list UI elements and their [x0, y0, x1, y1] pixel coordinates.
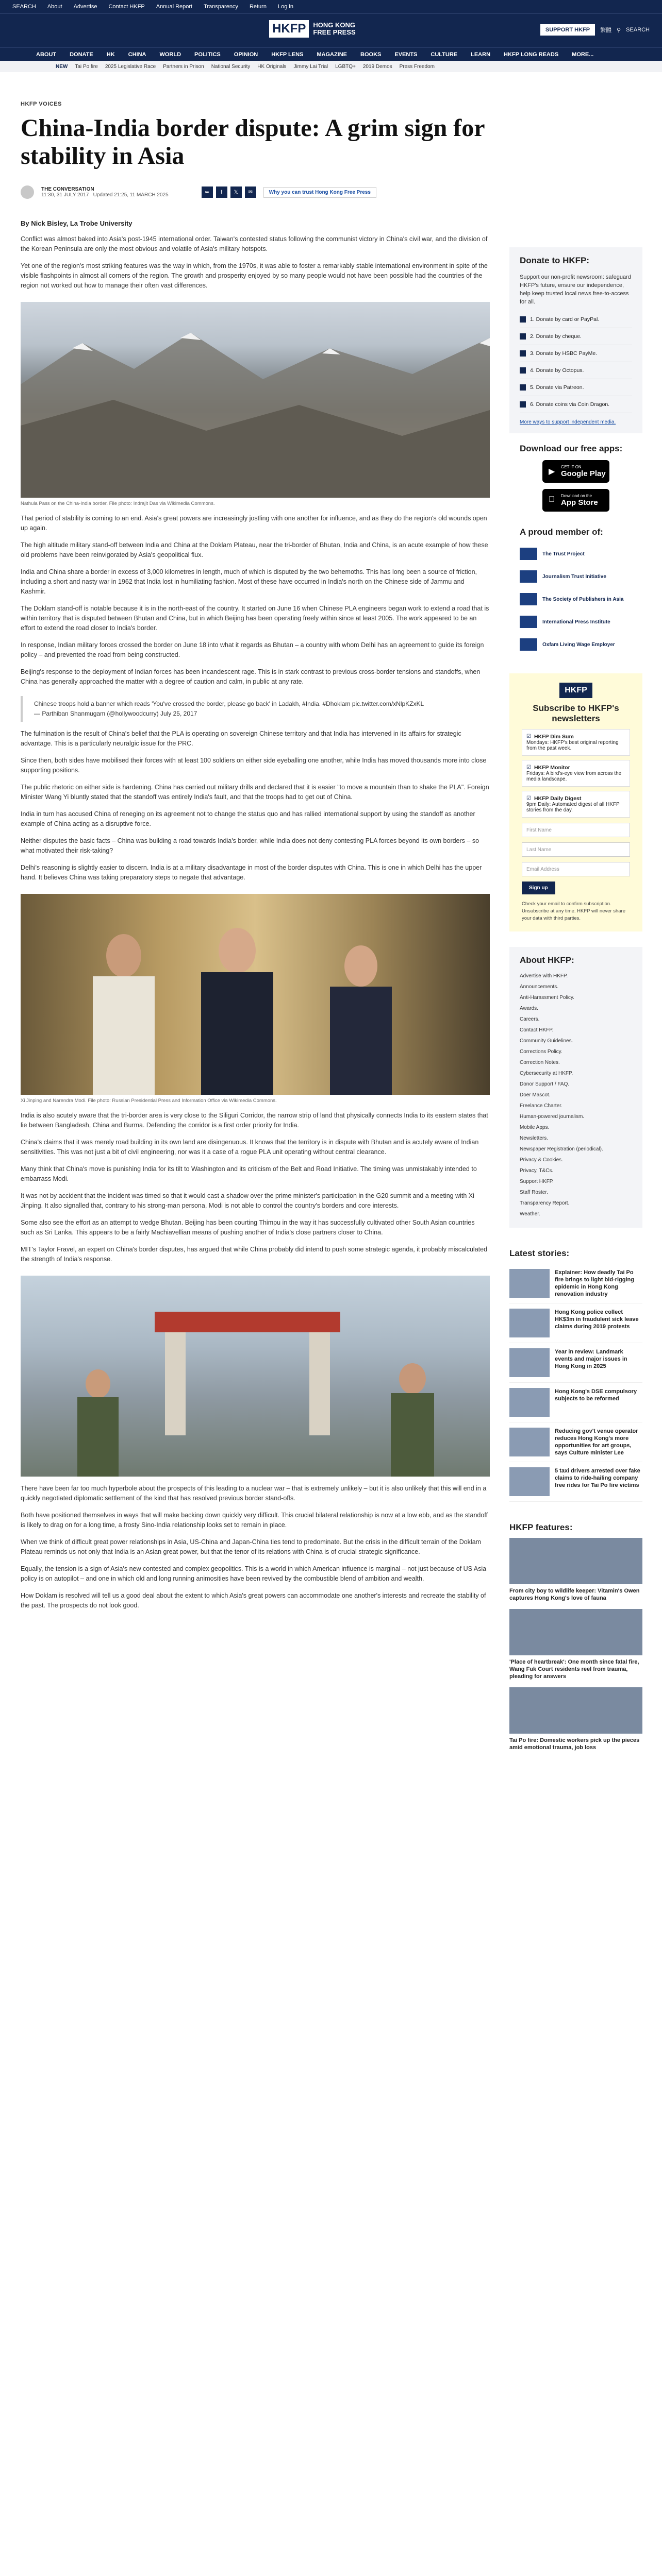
- nav-item[interactable]: EVENTS: [394, 51, 418, 58]
- apple-icon: [549, 495, 555, 504]
- trending-item[interactable]: Partners in Prison: [163, 63, 204, 70]
- trending-item[interactable]: National Security: [211, 63, 251, 70]
- about-link[interactable]: Privacy, T&Cs.: [520, 1168, 554, 1174]
- author-avatar: [21, 185, 34, 199]
- donate-option[interactable]: [520, 362, 632, 379]
- about-link[interactable]: Transparency Report.: [520, 1200, 570, 1206]
- story-thumbnail: [509, 1269, 550, 1298]
- signup-button[interactable]: Sign up: [522, 882, 555, 894]
- paragraph: Equally, the tension is a sign of Asia's new contested and complex geopolitics. This is a world in which American influence is marginal – not just because of US Asia policy is on autopilot – and one in which old and long running animosities have been revived by the combustible blend of ambition and wealth.: [21, 1565, 487, 1582]
- transparency-link[interactable]: Transparency: [204, 4, 238, 10]
- facebook-icon[interactable]: f: [216, 187, 227, 198]
- email-input[interactable]: Email Address: [522, 862, 630, 876]
- about-link[interactable]: Cybersecurity at HKFP.: [520, 1071, 573, 1076]
- donate-method-icon: [520, 333, 526, 340]
- article-title: China-India border dispute: A grim sign for stability in Asia: [21, 114, 485, 170]
- member-logo[interactable]: [509, 565, 642, 588]
- new-label: NEW: [56, 63, 68, 70]
- paragraph: Since then, both sides have mobilised their forces with at least 100 soldiers on either side eyeballing one another, while India has moved thousands more into close supporting positions.: [21, 757, 487, 774]
- about-link[interactable]: Human-powered journalism.: [520, 1114, 585, 1120]
- paragraph: Many think that China's move is punishing India for its tilt to Washington and its criticism of the Belt and Road Initiative. The timing was unmistakably intended to embarrass Modi.: [21, 1165, 477, 1182]
- apps-box: [509, 433, 642, 522]
- paragraph: Conflict was almost baked into Asia's post-1945 international order. Taiwan's contested status following the communist victory in China's civil war, and the division of the Korean Peninsula are only the most obvious and volatile of Asia's military hotspots.: [21, 235, 488, 252]
- donate-option-label: 6. Donate coins via Coin Dragon.: [530, 401, 610, 408]
- search-link[interactable]: SEARCH: [12, 4, 36, 10]
- nav-item[interactable]: LEARN: [471, 51, 491, 58]
- embedded-tweet: [21, 696, 490, 722]
- contact-link[interactable]: Contact HKFP: [108, 4, 145, 10]
- paragraph: The fulmination is the result of China's belief that the PLA is operating on sovereign Chinese territory and that India has intervened in its affairs for strategic advantage. This is a particularly neuralgic issue for the PRC.: [21, 730, 461, 747]
- nav-item[interactable]: ABOUT: [36, 51, 57, 58]
- article-author[interactable]: By Nick Bisley, La Trobe University: [21, 219, 133, 227]
- newsletter-note: Check your email to confirm subscription. Unsubscribe at any time. HKFP will never share your data with third parties.: [522, 901, 625, 921]
- paragraph: The Doklam stand-off is notable because it is in the north-east of the country. It started on June 16 when Chinese PLA engineers began work to extend a road that is within territory that is disputed between Bhutan and China, but in which Beijing has been operating freely within since at least 2005. The work appeared to be an effort to extend the road closer to India's border.: [21, 605, 489, 632]
- newsletter-name: HKFP Daily Digest: [534, 795, 582, 802]
- member-name: International Press Institute: [542, 619, 610, 625]
- member-name: Oxfam Living Wage Employer: [542, 641, 615, 648]
- newsletter-option[interactable]: [522, 791, 630, 818]
- member-name: The Society of Publishers in Asia: [542, 596, 624, 602]
- paragraph: The public rhetoric on either side is hardening. China has carried out military drills and declared that it is easier "to move a mountain than to shake the PLA". Foreign Minister Wang Yi bluntly stated that the standoff was entirely India's fault, and that the troops had to get out of China.: [21, 784, 489, 801]
- email-icon[interactable]: ✉: [245, 187, 256, 198]
- nav-item[interactable]: HKFP LONG READS: [504, 51, 559, 58]
- about-title: About HKFP:: [520, 955, 574, 965]
- member-name: Journalism Trust Initiative: [542, 573, 606, 580]
- brand-header: [0, 13, 662, 47]
- nav-item[interactable]: BOOKS: [360, 51, 382, 58]
- donate-title: Donate to HKFP:: [520, 256, 590, 265]
- paragraph: How Doklam is resolved will tell us a good deal about the extent to which Asia's great powers can accommodate one another's interests and recreate the stability of the past. The prospects do not look good.: [21, 1592, 486, 1609]
- feature-story[interactable]: [509, 1687, 642, 1751]
- top-utility-bar: [0, 0, 662, 13]
- paragraph: There have been far too much hyperbole about the prospects of this leading to a nuclear war – that is extremely unlikely – but it is also unlikely that this will end in a quickly negotiated diplomatic settlement of the kind that has resolved previous border stand-offs.: [21, 1485, 487, 1502]
- trending-item[interactable]: HK Originals: [257, 63, 287, 70]
- member-logo-mark-icon: [520, 570, 537, 583]
- advertise-link[interactable]: Advertise: [73, 4, 97, 10]
- latest-story[interactable]: [509, 1343, 642, 1383]
- play-icon: ▶: [549, 467, 555, 476]
- about-link[interactable]: Anti-Harassment Policy.: [520, 995, 574, 1001]
- nav-item[interactable]: MORE...: [572, 51, 594, 58]
- story-thumbnail: [509, 1467, 550, 1496]
- about-link[interactable]: Advertise with HKFP.: [520, 973, 568, 979]
- feature-title: From city boy to wildlife keeper: Vitamin's Owen captures Hong Kong's love of fauna: [509, 1588, 640, 1601]
- trending-item[interactable]: 2019 Demos: [362, 63, 392, 70]
- feature-thumbnail: [509, 1538, 642, 1584]
- paragraph: When we think of difficult great power relationships in Asia, US-China and Japan-China ties tend to predominate. But the crisis in the difficult terrain of the Doklam Plateau reminds us not only that India is an Asian great power, but that the tenor of its relations with China is of crucial strategic significance.: [21, 1538, 482, 1555]
- donate-method-icon: [520, 316, 526, 323]
- nav-item[interactable]: CULTURE: [431, 51, 458, 58]
- feature-title: 'Place of heartbreak': One month since fatal fire, Wang Fuk Court residents reel from trauma, pleading for answers: [509, 1659, 639, 1680]
- latest-story[interactable]: [509, 1383, 642, 1422]
- story-title: Reducing gov't venue operator reduces Hong Kong's more opportunities for art groups, says Culture minister Lee: [555, 1428, 638, 1456]
- about-link[interactable]: Doer Mascot.: [520, 1092, 551, 1098]
- member-logo-mark-icon: [520, 638, 537, 651]
- article-body: [21, 219, 490, 1611]
- tweet-author[interactable]: — Parthiban Shanmugam (@hollywoodcurry) July 25, 2017: [34, 710, 197, 717]
- share-icons: [202, 187, 256, 198]
- newsletter-option[interactable]: [522, 760, 630, 787]
- nav-item[interactable]: POLITICS: [194, 51, 221, 58]
- member-logo[interactable]: [509, 611, 642, 633]
- donate-option[interactable]: [520, 396, 632, 413]
- feature-story[interactable]: [509, 1538, 642, 1602]
- paragraph: MIT's Taylor Fravel, an expert on China's border disputes, has argued that while China probably did intend to push some strategic agenda, it probably miscalculated the strength of India's response.: [21, 1246, 488, 1263]
- checkbox-icon[interactable]: ☑: [526, 734, 531, 739]
- paragraph: Yet one of the region's most striking features was the way in which, from the 1970s, it was able to foster a remarkably stable international environment in spite of the visible flashpoints in almost all corners of the region. The growth and prosperity enjoyed by so many people would not have been possible had the countries of the region not worked out how to manage their often vast differences.: [21, 262, 488, 289]
- about-link[interactable]: Freelance Charter.: [520, 1103, 562, 1109]
- newsletter-option-head: [526, 765, 625, 771]
- logo-mark: HKFP: [269, 20, 309, 38]
- donate-intro[interactable]: Support our non-profit newsroom: safeguard HKFP's future, ensure our independence, help keep trusted local news free-to-access for all.: [520, 274, 631, 305]
- x-icon[interactable]: 𝕏: [230, 187, 242, 198]
- figure-mountain: [21, 302, 490, 506]
- features-box: [509, 1517, 642, 1751]
- about-link[interactable]: Donor Support / FAQ.: [520, 1081, 570, 1087]
- newsletter-desc: Fridays: A bird's-eye view from across the media landscape.: [526, 771, 622, 782]
- nav-item[interactable]: HK: [106, 51, 115, 58]
- story-thumbnail: [509, 1388, 550, 1417]
- about-link[interactable]: Mobile Apps.: [520, 1125, 550, 1130]
- site-logo[interactable]: [269, 20, 356, 38]
- publish-date: 11:30, 31 JULY 2017: [41, 192, 89, 198]
- paragraph: India and China share a border in excess of 3,000 kilometres in length, much of which is disputed by the two behemoths. This has long been a source of friction, including a short and nasty war in 1962 that India lost in humiliating fashion. Most of these have occurred in India's north on the Chinese side of Jammu and Kashmir.: [21, 568, 477, 595]
- logo-line1: HONG KONG: [313, 21, 355, 29]
- trending-item[interactable]: Tai Po fire: [75, 63, 98, 70]
- donate-option[interactable]: [520, 379, 632, 396]
- paragraph: In response, Indian military forces crossed the border on June 18 into what it regards as Bhutan – a country with whom Delhi has an agreement to guide its foreign policy – and prevented the road from being constructed.: [21, 641, 484, 658]
- about-link[interactable]: Careers.: [520, 1016, 540, 1022]
- donate-method-icon: [520, 384, 526, 391]
- nav-item[interactable]: OPINION: [234, 51, 258, 58]
- donate-method-icon: [520, 350, 526, 357]
- story-title: Explainer: How deadly Tai Po fire brings to light bid-rigging epidemic in Hong Kong renovation industry: [555, 1269, 634, 1297]
- article-kicker[interactable]: HKFP VOICES: [21, 101, 62, 107]
- donate-option[interactable]: [520, 345, 632, 362]
- trending-item[interactable]: LGBTQ+: [335, 63, 356, 70]
- about-link[interactable]: Newsletters.: [520, 1136, 549, 1141]
- about-link[interactable]: Corrections Policy.: [520, 1049, 562, 1055]
- nav-item[interactable]: CHINA: [128, 51, 146, 58]
- last-name-input[interactable]: Last Name: [522, 842, 630, 857]
- donate-option-label: 3. Donate by HSBC PayMe.: [530, 350, 598, 357]
- donate-option-label: 5. Donate via Patreon.: [530, 384, 584, 391]
- feature-title: Tai Po fire: Domestic workers pick up the pieces amid emotional trauma, job loss: [509, 1737, 640, 1751]
- about-link[interactable]: Privacy & Cookies.: [520, 1157, 563, 1163]
- language-link[interactable]: 繁體: [600, 27, 612, 33]
- figure-caption: Nathula Pass on the China-India border. File photo: Indrajit Das via Wikimedia Commons.: [21, 501, 215, 506]
- about-link[interactable]: Support HKFP.: [520, 1179, 554, 1184]
- newsletter-name: HKFP Dim Sum: [534, 734, 574, 740]
- paragraph: India in turn has accused China of reneging on its agreement not to change the status quo and has rallied international support by using the standoff as another example of China acting as a disruptive force.: [21, 810, 475, 827]
- newsletter-desc: Mondays: HKFP's best original reporting from the past week.: [526, 740, 619, 751]
- about-link[interactable]: Awards.: [520, 1006, 538, 1011]
- tweet-text: Chinese troops hold a banner which reads 'You've crossed the border, please go back' in Ladakh, #India. #Dhoklam pic.twitter.com/xNlpKZxKL: [34, 700, 424, 707]
- return-link[interactable]: Return: [249, 4, 267, 10]
- checkbox-icon[interactable]: ☑: [526, 795, 531, 801]
- newsletter-name: HKFP Monitor: [534, 765, 570, 771]
- byline-bar: [21, 185, 490, 199]
- figure-border-gate: [21, 1276, 490, 1477]
- paragraph: Both have positioned themselves in ways that will make backing down quickly very difficult. This crucial bilateral relationship is now at a low ebb, and as the standoff is likely to drag on for a long time, a frosty Sino-India relationship looks set to remain in place.: [21, 1512, 488, 1529]
- share-icon[interactable]: ➥: [202, 187, 213, 198]
- member-logo-mark-icon: [520, 593, 537, 605]
- apps-title: Download our free apps:: [520, 444, 623, 453]
- story-thumbnail: [509, 1309, 550, 1337]
- about-link[interactable]: About: [47, 4, 62, 10]
- nav-item[interactable]: WORLD: [159, 51, 181, 58]
- member-logo-mark-icon: [520, 548, 537, 560]
- latest-story[interactable]: [509, 1303, 642, 1343]
- donate-list: [520, 311, 632, 413]
- story-thumbnail: [509, 1348, 550, 1377]
- about-link[interactable]: Community Guidelines.: [520, 1038, 573, 1044]
- story-thumbnail: [509, 1428, 550, 1456]
- about-box: [509, 947, 642, 1228]
- donate-option[interactable]: [520, 328, 632, 345]
- donate-box: [509, 247, 642, 433]
- latest-story[interactable]: [509, 1462, 642, 1502]
- donate-option-label: 1. Donate by card or PayPal.: [530, 316, 600, 323]
- feature-thumbnail: [509, 1687, 642, 1734]
- newsletter-title: Subscribe to HKFP's newsletters: [533, 703, 619, 723]
- donate-option-label: 2. Donate by cheque.: [530, 333, 582, 340]
- latest-story[interactable]: [509, 1422, 642, 1462]
- nav-item[interactable]: HKFP LENS: [271, 51, 304, 58]
- first-name-input[interactable]: First Name: [522, 823, 630, 837]
- checkbox-icon[interactable]: ☑: [526, 765, 531, 770]
- story-title: Hong Kong police collect HK$3m in fraudulent sick leave claims during 2019 protests: [555, 1309, 639, 1330]
- mountain-pass-photo: [21, 302, 490, 498]
- search-icon[interactable]: ⚲: [617, 27, 621, 33]
- login-link[interactable]: Log in: [277, 4, 293, 10]
- google-play-button[interactable]: ▶ GET IT ON Google Play: [542, 460, 609, 483]
- paragraph: That period of stability is coming to an end. Asia's great powers are increasingly jostling with one another for influence, and as they do the region's old wounds open up again.: [21, 515, 487, 532]
- header-search-link[interactable]: SEARCH: [626, 27, 650, 33]
- updated-date: Updated 21:25, 11 MARCH 2025: [93, 192, 169, 198]
- figure-caption: Xi Jinping and Narendra Modi. File photo: Russian Presidential Press and Information Office via Wikimedia Commons.: [21, 1098, 277, 1104]
- paragraph: Neither disputes the basic facts – China was building a road towards India's border, while India does not deny contesting PLA forces beyond its own borders – so what motivated their risk-taking?: [21, 837, 479, 854]
- features-title: HKFP features:: [509, 1522, 573, 1532]
- feature-story[interactable]: [509, 1609, 642, 1680]
- paragraph: It was not by accident that the incident was timed so that it would cast a shadow over the prime minister's participation in the G20 summit and a meeting with Xi Jinping. It also signalled that, contrary to his strong-man persona, Modi is not able to control the country's borders and core interests.: [21, 1192, 474, 1209]
- newsletter-option[interactable]: [522, 729, 630, 756]
- donate-method-icon: [520, 401, 526, 408]
- about-link[interactable]: Correction Notes.: [520, 1060, 560, 1065]
- support-button[interactable]: SUPPORT HKFP: [540, 24, 595, 36]
- paragraph: Delhi's reasoning is slightly easier to discern. India is at a military disadvantage in most of the border disputes with China. This is one in which Delhi has the upper hand. It believes China was taking preparatory steps to negate that advantage.: [21, 864, 482, 881]
- donate-option-label: 4. Donate by Octopus.: [530, 367, 584, 374]
- members-box: [509, 522, 642, 661]
- main-nav: [0, 47, 662, 61]
- latest-box: [509, 1243, 642, 1502]
- newsletter-desc: 9pm Daily: Automated digest of all HKFP stories from the day.: [526, 802, 620, 813]
- annual-report-link[interactable]: Annual Report: [156, 4, 193, 10]
- about-link[interactable]: Announcements.: [520, 984, 559, 990]
- about-link[interactable]: Weather.: [520, 1211, 540, 1217]
- donate-more-link[interactable]: More ways to support independent media.: [520, 419, 616, 425]
- paragraph: The high altitude military stand-off between India and China at the Doklam Plateau, near the tri-border of Bhutan, India and China, is an acute example of how these old problems have been reinvigorated by Asia's geopolitical flux.: [21, 541, 488, 558]
- border-gate-photo: [21, 1276, 490, 1477]
- paragraph: China's claims that it was merely road building in its own land are disingenuous. It knows that the territory is in dispute with Bhutan and is acutely aware of Indian sensitivities. This was not just a bit of civil engineering, nor was it a case of a rogue PLA unit operating without central clearance.: [21, 1139, 479, 1156]
- paragraph: India is also acutely aware that the tri-border area is very close to the Siliguri Corridor, the narrow strip of land that physically connects India to its eastern states that lie between Bangladesh, China and Burma. Defending the corridor is a first order priority for India.: [21, 1112, 488, 1129]
- member-name: The Trust Project: [542, 551, 585, 557]
- feature-thumbnail: [509, 1609, 642, 1655]
- trending-bar: [0, 61, 662, 72]
- paragraph: Some also see the effort as an attempt to wedge Bhutan. Beijing has been courting Thimpu in the way it has successfully cultivated other South Asian countries such as Sri Lanka. This appears to be a fairly Machiavellian means of pushing another of India's close partners closer to China.: [21, 1219, 475, 1236]
- article-main: [21, 101, 490, 1611]
- member-logo[interactable]: [509, 633, 642, 656]
- app-store-button[interactable]: Download on the App Store: [542, 489, 609, 512]
- about-link[interactable]: Staff Roster.: [520, 1190, 548, 1195]
- sidebar: [509, 247, 642, 1758]
- newsletter-logo: HKFP: [559, 683, 592, 698]
- donate-method-icon: [520, 367, 526, 374]
- latest-story[interactable]: [509, 1264, 642, 1303]
- source-name[interactable]: THE CONVERSATION: [41, 187, 94, 192]
- newsletter-option-head: [526, 795, 625, 802]
- trending-item[interactable]: Press Freedom: [399, 63, 435, 70]
- member-logo[interactable]: [509, 588, 642, 611]
- nav-item[interactable]: DONATE: [70, 51, 93, 58]
- figure-leaders: [21, 894, 490, 1104]
- latest-title: Latest stories:: [509, 1248, 570, 1258]
- member-logo-mark-icon: [520, 616, 537, 628]
- paragraph: Beijing's response to the deployment of Indian forces has been incandescent rage. This is in stark contrast to previous cross-border tensions and standoffs, when China has generally approached the matter with a degree of caution and calm, in public at any rate.: [21, 668, 481, 685]
- members-title: A proud member of:: [520, 527, 603, 537]
- nav-item[interactable]: MAGAZINE: [317, 51, 347, 58]
- story-title: 5 taxi drivers arrested over fake claims to ride-hailing company free rides for Tai Po fire victims: [555, 1468, 640, 1488]
- member-logo[interactable]: [509, 543, 642, 565]
- logo-line2: FREE PRESS: [313, 28, 356, 36]
- newsletter-box: [509, 673, 642, 931]
- donate-option[interactable]: [520, 311, 632, 328]
- about-link[interactable]: Newspaper Registration (periodical).: [520, 1146, 603, 1152]
- story-title: Hong Kong's DSE compulsory subjects to be reformed: [555, 1388, 637, 1402]
- leaders-photo: [21, 894, 490, 1095]
- trust-link[interactable]: Why you can trust Hong Kong Free Press: [263, 187, 376, 198]
- newsletter-option-head: [526, 734, 625, 740]
- trending-item[interactable]: Jimmy Lai Trial: [293, 63, 328, 70]
- story-title: Year in review: Landmark events and major issues in Hong Kong in 2025: [555, 1349, 627, 1369]
- about-link[interactable]: Contact HKFP.: [520, 1027, 554, 1033]
- trending-item[interactable]: 2025 Legislative Race: [105, 63, 156, 70]
